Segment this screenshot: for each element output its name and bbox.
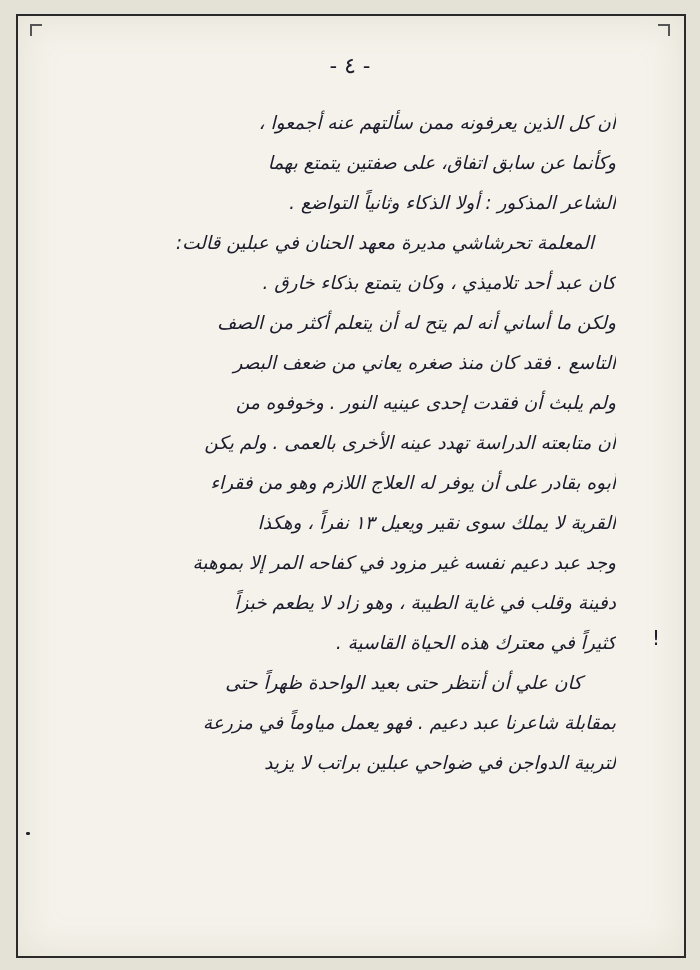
text-line: التاسع . فقد كان منذ صغره يعاني من ضعف البصر [233,353,616,374]
text-line: كان علي أن أنتظر حتى بعيد الواحدة ظهراً حتى [225,673,582,694]
text-line: بمقابلة شاعرنا عبد دعيم . فهو يعمل مياوماً في مزرعة [202,713,616,734]
text-line: أن متابعته الدراسة تهدد عينه الأخرى بالعمى . ولم يكن [204,433,616,454]
text-line: أبوه بقادر على أن يوفر له العلاج اللازم وهو من فقراء [210,473,616,494]
text-line: القرية لا يملك سوى نقير ويعيل ١٣ نفراً ، وهكذا [257,513,616,534]
handwritten-text-block [64,104,616,784]
corner-mark [30,24,42,36]
text-line: وكأنما عن سابق اتفاق، على صفتين يتمتع بهما [267,153,616,174]
margin-mark: ! [652,626,661,650]
text-line: المعلمة تحرشاشي مديرة معهد الحنان في عبلين قالت: [175,233,594,254]
text-line: أن كل الذين يعرفونه ممن سألتهم عنه أجمعوا ، [258,113,616,134]
ink-smudge [26,832,30,835]
text-line: كثيراً في معترك هذه الحياة القاسية . [335,633,616,654]
corner-mark [658,24,670,36]
text-line: لتربية الدواجن في ضواحي عبلين براتب لا يزيد [264,753,616,774]
text-line: ولم يلبث أن فقدت إحدى عينيه النور . وخوفوه من [235,393,616,414]
text-line: وجد عبد دعيم نفسه غير مزود في كفاحه المر إلا بموهبة [192,553,616,574]
text-line: الشاعر المذكور : أولا الذكاء وثانياً التواضع . [289,193,616,214]
text-line: كان عبد أحد تلاميذي ، وكان يتمتع بذكاء خارق . [262,273,616,294]
text-line: دفينة وقلب في غاية الطيبة ، وهو زاد لا يطعم خبزاً [234,593,616,614]
page-number: - ٤ - [329,54,371,79]
text-line: ولكن ما أساني أنه لم يتح له أن يتعلم أكثر من الصف [217,313,616,334]
